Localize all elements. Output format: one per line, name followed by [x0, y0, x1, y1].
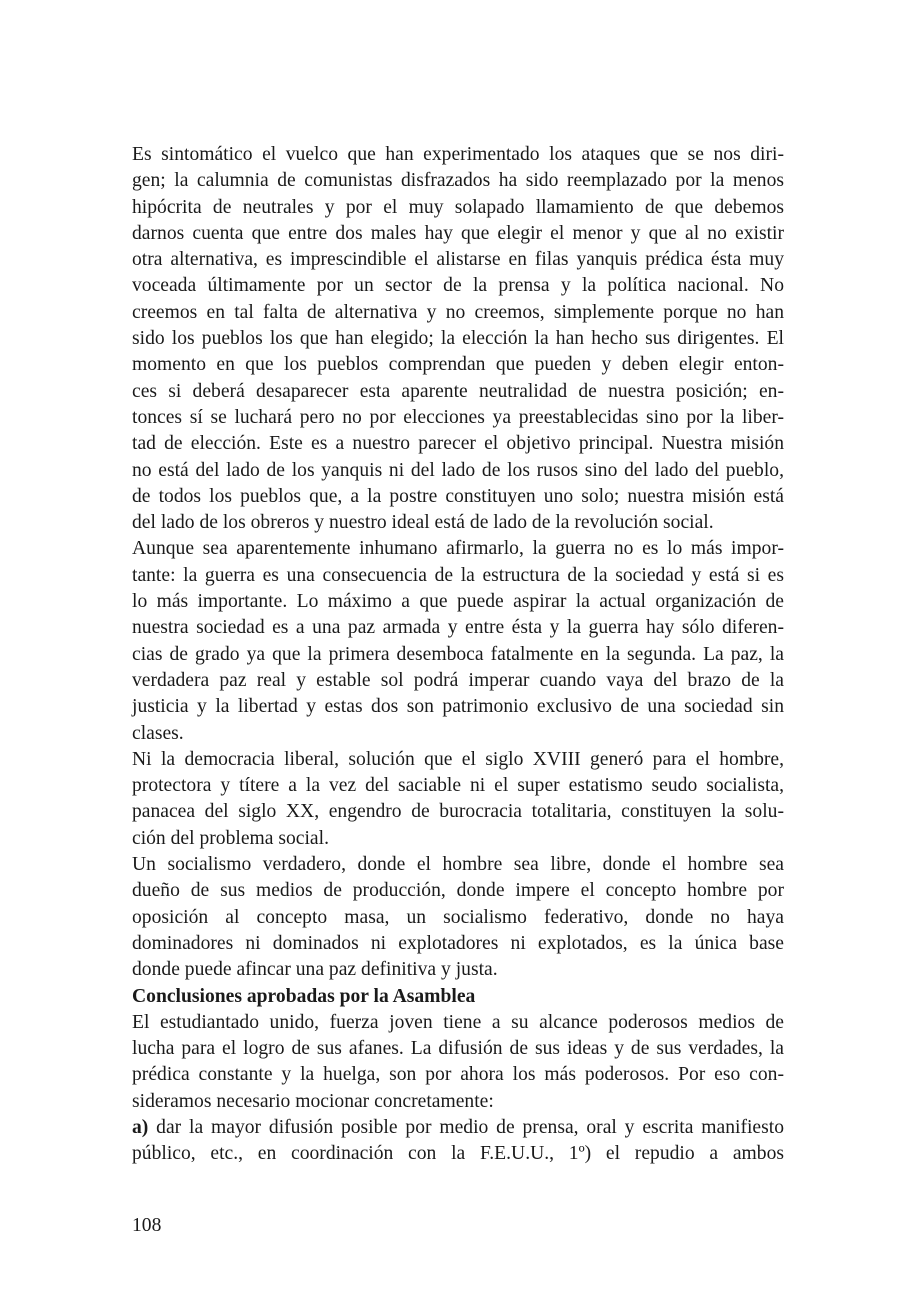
text-line: ces si deberá desaparecer esta aparente neutralidad de nuestra posición; en- — [132, 380, 784, 402]
text-line: otra alternativa, es imprescindible el alistarse en filas yanquis prédica ésta muy — [132, 249, 784, 271]
text-line: donde puede afincar una paz definitiva y justa. — [132, 959, 498, 981]
text-line: cias de grado ya que la primera desemboca fatalmente en la segunda. La paz, la — [132, 643, 784, 665]
text-line: momento en que los pueblos comprendan que pueden y deben elegir enton- — [132, 354, 784, 376]
text-line: de todos los pueblos que, a la postre constituyen uno solo; nuestra misión está — [132, 485, 784, 507]
text-line: público, etc., en coordinación con la F.E.U.U., 1º) el repudio a ambos — [132, 1143, 784, 1165]
text-line: voceada últimamente por un sector de la prensa y la política nacional. No — [132, 275, 784, 297]
text-line: del lado de los obreros y nuestro ideal está de lado de la revolución social. — [132, 512, 714, 534]
text-line: dominadores ni dominados ni explotadores ni explotados, es la única base — [132, 932, 784, 954]
list-marker: a) — [132, 1116, 149, 1138]
text-line: Ni la democracia liberal, solución que el siglo XVIII generó para el hombre, — [132, 748, 784, 770]
text-line: sido los pueblos los que han elegido; la elección la han hecho sus dirigentes. El — [132, 328, 784, 350]
text-line: verdadera paz real y estable sol podrá imperar cuando vaya del brazo de la — [132, 669, 784, 691]
text-line: oposición al concepto masa, un socialismo federativo, donde no haya — [132, 906, 784, 928]
text-line: creemos en tal falta de alternativa y no creemos, simplemente porque no han — [132, 301, 784, 323]
text-line: dueño de sus medios de producción, donde impere el concepto hombre por — [132, 880, 784, 902]
text-line — [132, 1115, 784, 1141]
text-line: gen; la calumnia de comunistas disfrazados ha sido reemplazado por la menos — [132, 170, 784, 192]
text-line: tad de elección. Este es a nuestro parecer el objetivo principal. Nuestra misión — [132, 433, 784, 455]
text-line: justicia y la libertad y estas dos son patrimonio exclusivo de una sociedad sin — [132, 696, 784, 718]
text-line: lucha para el logro de sus afanes. La difusión de sus ideas y de sus verdades, la — [132, 1038, 784, 1060]
body-text — [132, 142, 784, 1168]
text-line: Un socialismo verdadero, donde el hombre sea libre, donde el hombre sea — [132, 854, 784, 876]
text-line: clases. — [132, 722, 184, 744]
list-item-text: dar la mayor difusión posible por medio de prensa, oral y escrita manifiesto — [148, 1116, 784, 1138]
text-line: tante: la guerra es una consecuencia de la estructura de la sociedad y está si es — [132, 564, 784, 586]
text-line: hipócrita de neutrales y por el muy solapado llamamiento de que debemos — [132, 196, 784, 218]
text-line: panacea del siglo XX, engendro de burocracia totalitaria, constituyen la solu- — [132, 801, 784, 823]
text-line: lo más importante. Lo máximo a que puede aspirar la actual organización de — [132, 591, 784, 613]
text-line: tonces sí se luchará pero no por elecciones ya preestablecidas sino por la liber- — [132, 406, 784, 428]
text-line: nuestra sociedad es a una paz armada y entre ésta y la guerra hay sólo diferen- — [132, 617, 784, 639]
text-line: protectora y títere a la vez del saciable ni el super estatismo seudo socialista, — [132, 775, 784, 797]
text-line: ción del problema social. — [132, 827, 329, 849]
text-line: El estudiantado unido, fuerza joven tiene a su alcance poderosos medios de — [132, 1011, 784, 1033]
text-line: no está del lado de los yanquis ni del lado de los rusos sino del lado del pueblo, — [132, 459, 784, 481]
text-line: prédica constante y la huelga, son por ahora los más poderosos. Por eso con- — [132, 1064, 784, 1086]
text-line: Aunque sea aparentemente inhumano afirmarlo, la guerra no es lo más impor- — [132, 538, 784, 560]
page-number: 108 — [132, 1215, 162, 1236]
text-line: Es sintomático el vuelco que han experimentado los ataques que se nos diri- — [132, 144, 784, 165]
section-heading: Conclusiones aprobadas por la Asamblea — [132, 985, 476, 1007]
text-line: sideramos necesario mocionar concretamente: — [132, 1090, 494, 1112]
text-line: darnos cuenta que entre dos males hay que elegir el menor y que al no existir — [132, 222, 784, 244]
